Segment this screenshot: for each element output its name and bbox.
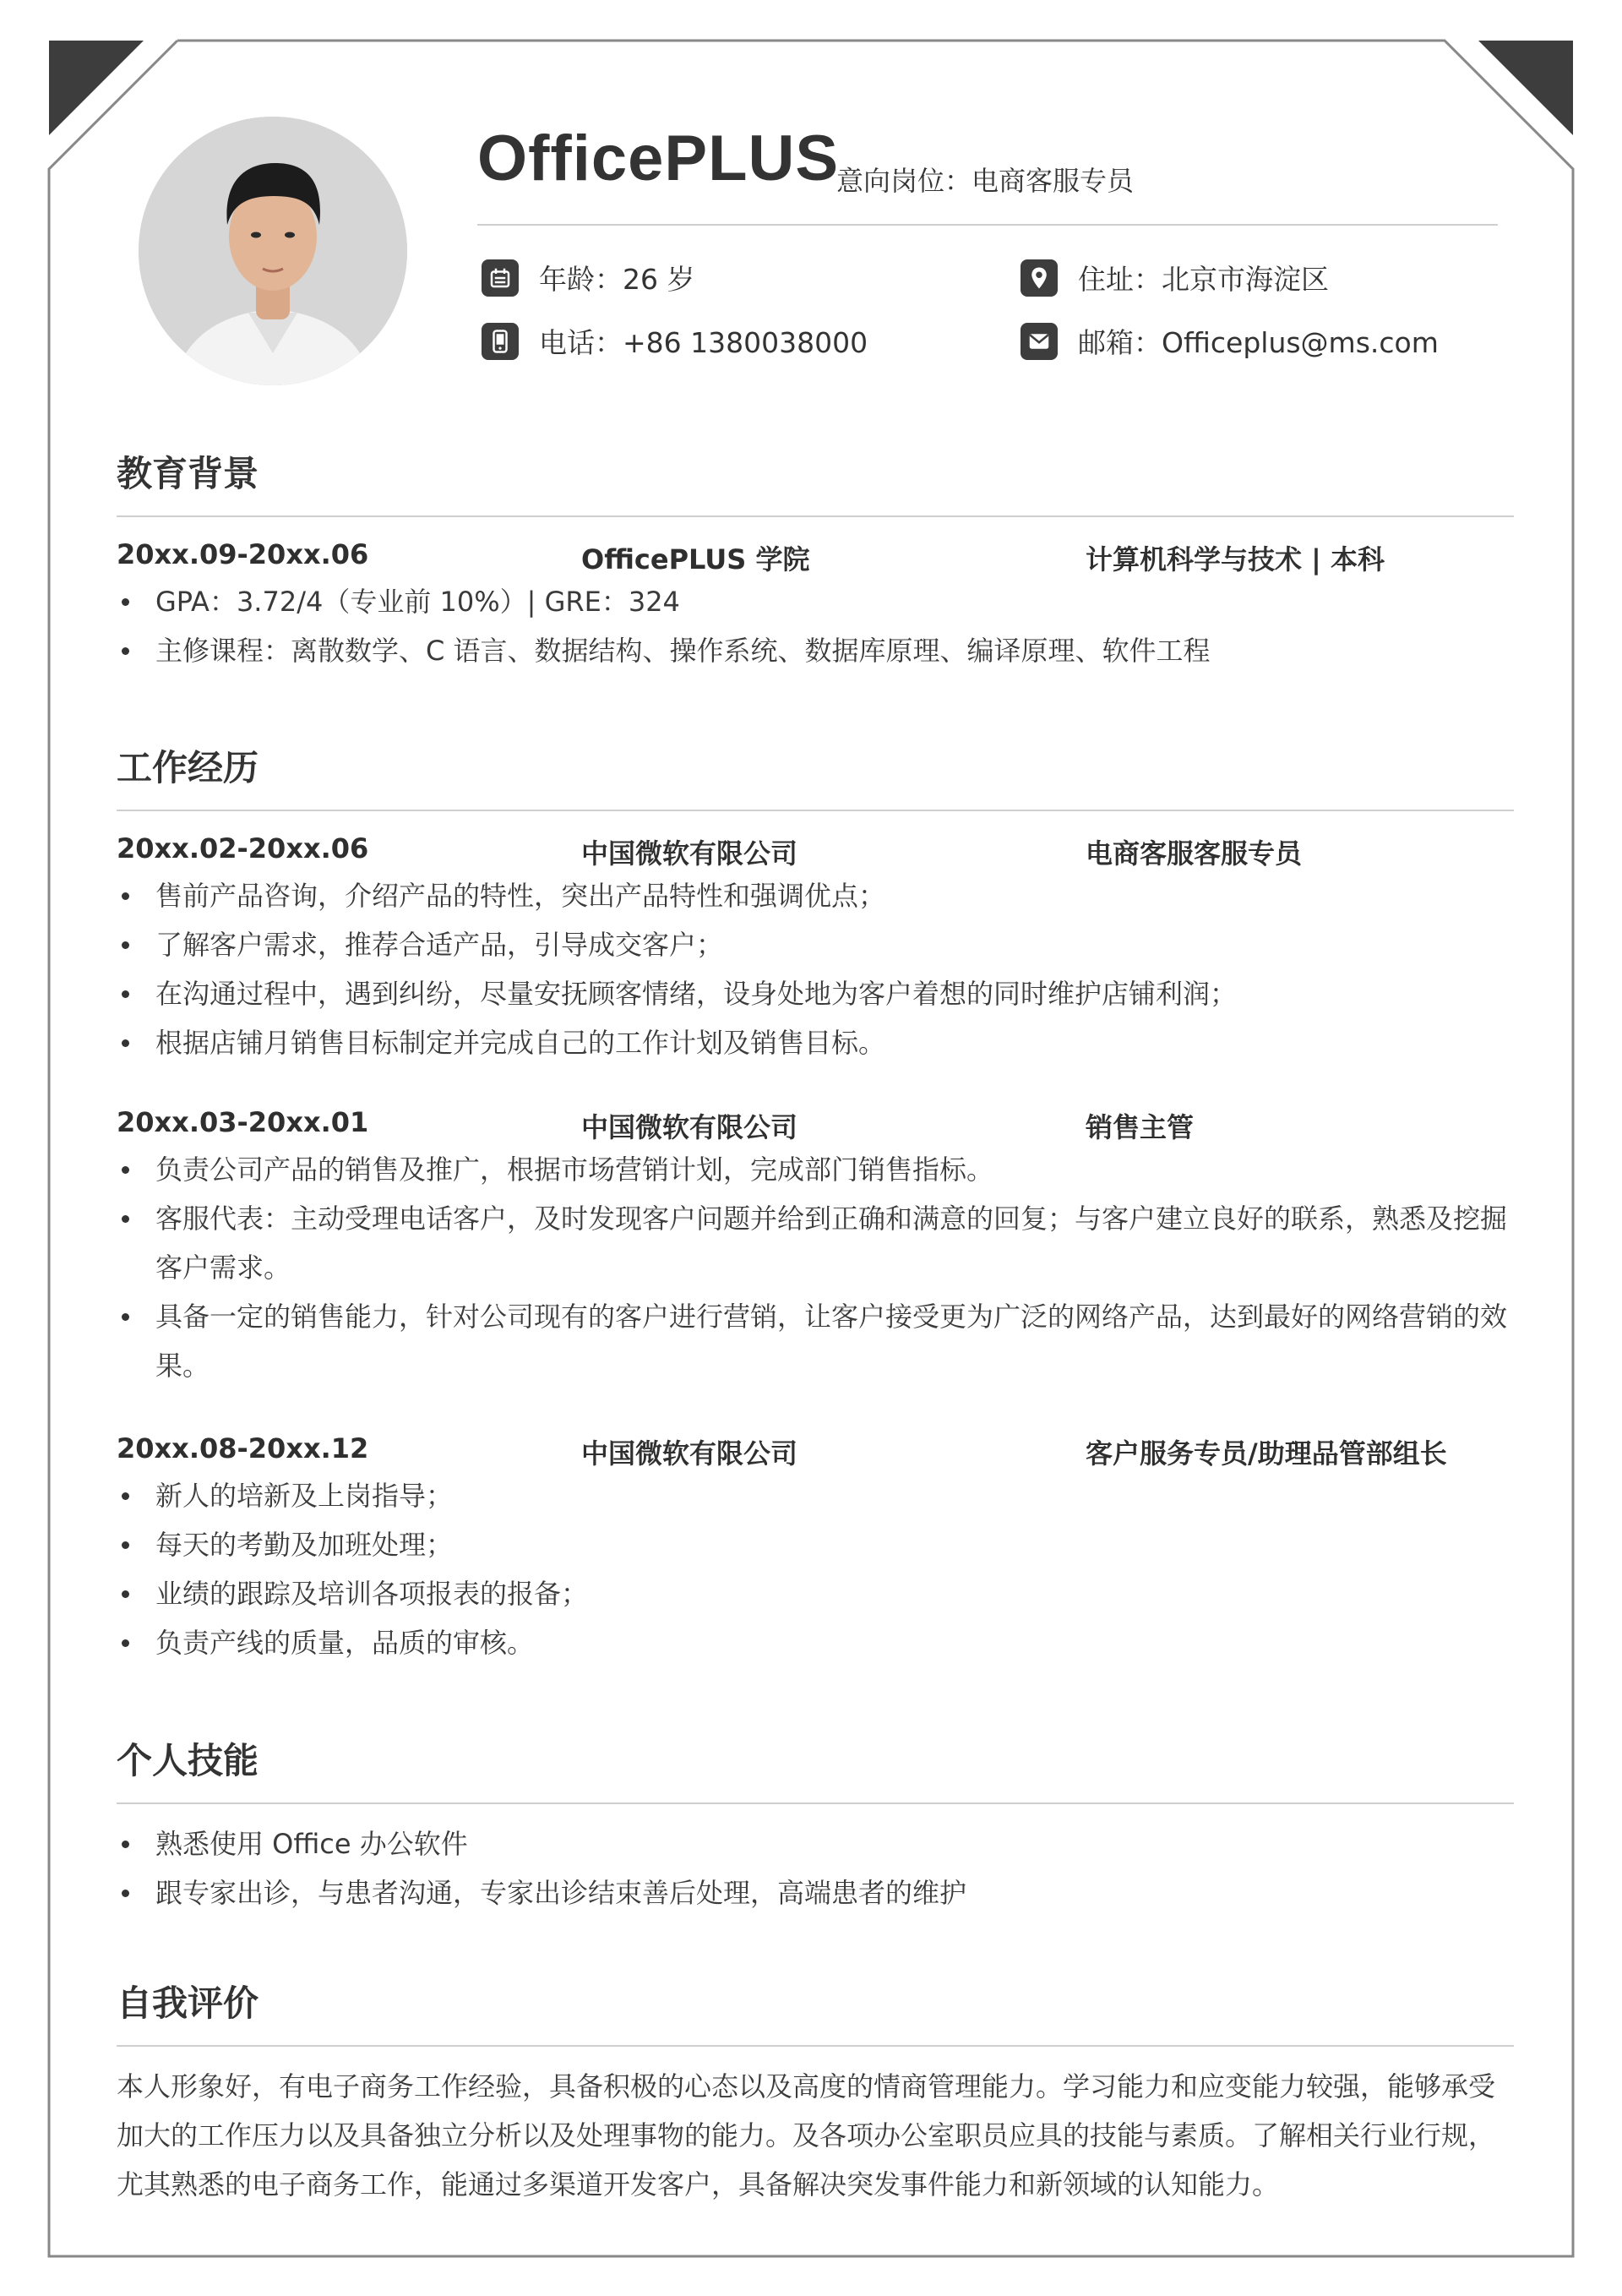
list-item: 根据店铺月销售目标制定并完成自己的工作计划及销售目标。: [117, 1018, 1514, 1067]
section-title: 自我评价: [117, 1982, 259, 2024]
work-bullets: [117, 1145, 1514, 1390]
work-entry-head: [117, 832, 1514, 870]
list-item: GPA：3.72/4（专业前 10%）| GRE：324: [117, 577, 1514, 626]
education-bullets: [117, 577, 1514, 675]
email-text: 邮箱：Officeplus@ms.com: [1078, 326, 1439, 359]
phone-icon: [482, 323, 519, 360]
section-education: [117, 453, 1514, 517]
age-text: 年龄：26 岁: [539, 263, 695, 296]
work-entry-head: [117, 1106, 1514, 1143]
address-text: 住址：北京市海淀区: [1078, 263, 1329, 296]
list-item: 新人的培新及上岗指导；: [117, 1471, 1514, 1520]
entry-role: 销售主管: [1086, 1111, 1195, 1143]
intended-position: 意向岗位：电商客服专员: [836, 165, 1135, 197]
work-entry-head: [117, 1432, 1514, 1470]
entry-date: 20xx.09-20xx.06: [117, 538, 369, 570]
list-item: 具备一定的销售能力，针对公司现有的客户进行营销，让客户接受更为广泛的网络产品，达到最好的网络营销的效果。: [117, 1292, 1514, 1390]
entry-org: OfficePLUS 学院: [581, 543, 810, 575]
list-item: 跟专家出诊，与患者沟通，专家出诊结束善后处理，高端患者的维护: [117, 1868, 1514, 1917]
list-item: 主修课程：离散数学、C 语言、数据结构、操作系统、数据库原理、编译原理、软件工程: [117, 626, 1514, 675]
list-item: 每天的考勤及加班处理；: [117, 1520, 1514, 1569]
section-divider: [117, 1802, 1514, 1804]
skills-bullets: [117, 1819, 1514, 1917]
section-divider: [117, 2045, 1514, 2047]
section-evaluation: [117, 1982, 1514, 2047]
section-work: [117, 747, 1514, 811]
entry-date: 20xx.03-20xx.01: [117, 1106, 369, 1138]
list-item: 了解客户需求，推荐合适产品，引导成交客户；: [117, 920, 1514, 969]
evaluation-text: 本人形象好，有电子商务工作经验，具备积极的心态以及高度的情商管理能力。学习能力和应变能力较强，能够承受加大的工作压力以及具备独立分析以及处理事物的能力。及各项办公室职员应具的技能与素质。了解相关行业行规，尤其熟悉的电子商务工作，能通过多渠道开发客户，具备解决突发事件能力和新领域的认知能力。: [117, 2070, 1496, 2201]
calendar-icon: [482, 259, 519, 297]
phone-text: 电话：+86 1380038000: [539, 326, 868, 359]
section-title: 个人技能: [117, 1740, 259, 1781]
education-entry-head: [117, 538, 1514, 575]
info-age: [482, 258, 694, 297]
list-item: 熟悉使用 Office 办公软件: [117, 1819, 1514, 1868]
work-bullets: [117, 871, 1514, 1067]
section-title: 工作经历: [117, 747, 259, 788]
entry-role: 电商客服客服专员: [1086, 837, 1303, 870]
candidate-name: OfficePLUS: [477, 123, 840, 194]
list-item: 售前产品咨询，介绍产品的特性，突出产品特性和强调优点；: [117, 871, 1514, 920]
header-divider: [477, 224, 1498, 226]
entry-role: 客户服务专员/助理品管部组长: [1086, 1437, 1447, 1470]
list-item: 在沟通过程中，遇到纠纷，尽量安抚顾客情绪，设身处地为客户着想的同时维护店铺利润；: [117, 969, 1514, 1018]
list-item: 业绩的跟踪及培训各项报表的报备；: [117, 1569, 1514, 1618]
info-email: [1021, 321, 1439, 361]
entry-role: 计算机科学与技术 | 本科: [1086, 543, 1385, 575]
section-title: 教育背景: [117, 453, 259, 494]
location-pin-icon: [1021, 259, 1058, 297]
list-item: 负责公司产品的销售及推广，根据市场营销计划，完成部门销售指标。: [117, 1145, 1514, 1194]
entry-date: 20xx.08-20xx.12: [117, 1432, 369, 1464]
entry-org: 中国微软有限公司: [581, 1437, 798, 1470]
info-phone: [482, 321, 868, 361]
section-divider: [117, 515, 1514, 517]
entry-org: 中国微软有限公司: [581, 837, 798, 870]
section-divider: [117, 810, 1514, 811]
list-item: 客服代表：主动受理电话客户，及时发现客户问题并给到正确和满意的回复；与客户建立良好的联系，熟悉及挖掘客户需求。: [117, 1194, 1514, 1292]
list-item: 负责产线的质量，品质的审核。: [117, 1618, 1514, 1667]
entry-org: 中国微软有限公司: [581, 1111, 798, 1143]
work-bullets: [117, 1471, 1514, 1667]
entry-date: 20xx.02-20xx.06: [117, 832, 369, 864]
section-skills: [117, 1740, 1514, 1804]
avatar: [139, 117, 407, 385]
mail-icon: [1021, 323, 1058, 360]
info-address: [1021, 258, 1329, 297]
avatar-portrait: [139, 117, 407, 385]
